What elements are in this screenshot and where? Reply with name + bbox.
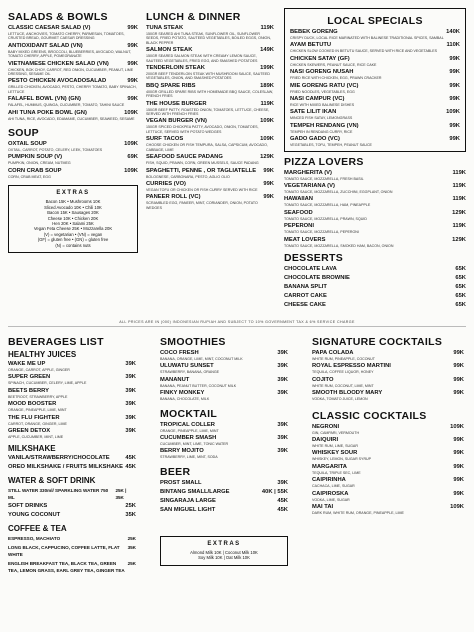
menu-item: CHICKEN SATAY (GF) 99K CHICKEN SKEWERS, PEANUT SAUCE, RICE CAKE <box>290 55 460 67</box>
extras-line: Sliced Avocado 10K • Chili 10K <box>44 204 102 210</box>
extras-title: EXTRAS <box>56 190 90 197</box>
salads-list <box>8 25 138 121</box>
menu-item: PEPERONI 119K TOMATO SAUCE, MOZZARELLA, PEPERONI <box>284 223 466 235</box>
menu-item: MOOD BOOSTER 39K ORANGE, PINEAPPLE, LIME, MINT <box>8 401 136 413</box>
soup-heading: SOUP <box>8 127 39 140</box>
extras-line: Cheese 10K • Chicken 20K <box>47 215 99 221</box>
menu-item: ESPRESSO, MACHIATO 25K <box>8 536 136 542</box>
menu-item: CORN CRAB SOUP 109K CORN, CRAB MEAT, EGG <box>8 167 138 179</box>
menu-item: AHI TUNA POKE BOWL (GN) 109K AHI TUNA, RICE, AVOCADO, EDAMAME, CUCUMBER, SEAWEED, SESAME <box>8 109 138 121</box>
menu-item: TENDERLOIN STEAK 199K 200GR BEEF TENDERLOIN STEAK WITH MUSHROOM SAUCE, SAUTEED VEGETABLES, ONION, AND SMASHED POTATOES <box>146 65 274 81</box>
beverages-heading: BEVERAGES LIST <box>8 336 104 348</box>
coffee-heading: COFFEE & TEA <box>8 524 67 534</box>
menu-item: CURRIES (VO) 99K VEGAN TOFU OR CHICKEN OR FISH CURRY SERVED WITH RICE <box>146 180 274 192</box>
beer-heading: BEER <box>160 465 191 478</box>
local-column <box>284 8 466 309</box>
extras-line: Bacon 15K • Sausages 20K <box>47 210 99 216</box>
menu-item: OREO MILKSHAKE / FRUITS MILKSHAKE 45K <box>8 464 136 471</box>
local-specials-box <box>284 8 466 152</box>
menu-item: TROPICAL COLLER 39K ORANGE, PINEAPPLE, LIME, MINT <box>160 421 288 433</box>
menu-item: YOUNG COCONUT 35K <box>8 512 136 519</box>
desserts-heading: DESSERTS <box>284 252 343 265</box>
menu-item: DAIQUIRI 99K WHITE RUM, LIME, SUGAR <box>312 437 464 449</box>
price-note: ALL PRICES ARE IN (000) INDONESIAN RUPIAH AND SUBJECT TO 10% GOVERNMENT TAX & 6% SERVICE CHARGE <box>119 320 355 324</box>
menu-item: AYAM BETUTU 110K CHICKEN SLOW COOKED IN BETUTU SAUCE, SERVED WITH RICE AND VEGETABLES <box>290 42 460 54</box>
salads-heading: SALADS & BOWLS <box>8 11 108 23</box>
menu-item: VANILA/STRAWBERRY/CHOCOLATE 45K <box>8 455 136 462</box>
menu-item: LONG BLACK, CAPPUCINO, COFFEE LATTE, FLAT WHITE 35K <box>8 545 136 558</box>
menu-item: FINKY MONKEY 39K BANANA, CHOCOLATE, MILK <box>160 390 288 402</box>
extras-line: Hen 20K • Salami 25K <box>52 220 94 226</box>
extras-line: (N) = contains nuts <box>55 242 91 248</box>
menu-item: ANTIOXIDANT SALAD (VN) 99K BABY MIXED GREENS, BROCCOLI, BLUEBERRIES, AVOCADO, WALNUT, TOMATO CHERRY, APPLE, POMEGRANATE <box>8 42 138 59</box>
menu-item: MARGARITA 99K TEQUILA, TRIPLE SEC, LIME <box>312 463 464 475</box>
cocktails-column <box>312 333 464 515</box>
menu-item: BEETS BERRY 39K BEETROOT, STRAWBERRY, APPLE <box>8 387 136 399</box>
menu-item: OXTAIL SOUP 109K OXTAIL, CARROT, POTATO, CELERY, LEEK, TOMATOES <box>8 141 138 153</box>
water-heading: WATER & SOFT DRINK <box>8 476 96 486</box>
menu-item: FALAFEL BOWL (VN) (GN) 99K FALAFEL, HUMMUS, QUINOA, CUCUMBER, TOMATO, TAHINI SAUCE <box>8 96 138 108</box>
menu-item: SEAFOOD SAUCE PADANG 129K FISH, SQUID, PRAWN, CORN, GREEN MUSSELS, SAUCE PADANG <box>146 154 274 166</box>
extras-box <box>8 185 138 253</box>
menu-item: MEAT LOVERS 129K TOMATO SAUCE, MOZZARELLA, SMOKED HAM, BACON, ONION <box>284 236 466 248</box>
divider <box>8 326 466 327</box>
menu-item: SEAFOOD 129K TOMATO SAUCE, MOZZARELLA, PRAWN, SQUID <box>284 209 466 221</box>
menu-item: SPAGHETTI, PENNE , OR TAGLIATELLE 99K BOLOGNESE, CARBONARA, PESTO, AGLIO OLIO <box>146 167 274 179</box>
menu-item: NASI CAMPUR (VC) 99K RICE WITH MIXED BALINESE DISHES <box>290 96 460 108</box>
smoothies-heading: SMOOTHIES <box>160 336 226 348</box>
menu-item: MAI TAI 109K DARK RUM, WHITE RUM, ORANGE, PINEAPPLE, LIME <box>312 504 464 516</box>
menu-item: WAKE ME UP 39K ORANGE, CARROT, APPLE, GINGER <box>8 361 136 372</box>
extras-title: EXTRAS <box>207 540 241 547</box>
extras-line: Soy Milk 10K | Oat Milk 10K <box>198 555 250 561</box>
extras-line: Vegan Feta Cheese 25K • Mozzarella 20K <box>33 226 113 232</box>
menu-item: GADO GADO (VC) 99K VEGETABLES, TOFU, TEMPEH, PEANUT SAUCE <box>290 136 460 148</box>
lunch-column <box>146 8 274 210</box>
menu-item: BEBEK GORENG 140K CRISPY DUCK, LOCAL RICE MARINATED WITH BALINESE TRADITIONAL SPICES, SAMBAL <box>290 29 460 40</box>
menu-item: CAIPIROSKA 99K VODKA, LIME, SUGAR <box>312 490 464 502</box>
menu-item: BANANA SPLIT 65K <box>284 284 466 291</box>
menu-item: VEGAN BURGER (VN) 109K 150GR SPICED CHICKPEA PATTY, AVOCADO, ONION, TOMATOES, LETTUCE, SERVED WITH POTATO WEDGES <box>146 118 274 134</box>
lunch-heading: LUNCH & DINNER <box>146 11 241 23</box>
menu-item: CLASSIC CAESAR SALAD (V) 99K LETTUCE, ANCHOVIES, TOMATO CHERRY, PARMESAN, TOMATOES, CRUSTED BREAD, GOURMET CAESAR DRESSING <box>8 25 138 41</box>
menu-item: SATE LILIT IKAN 109K MINCED FISH SATAY, LEMONGRASS <box>290 109 460 121</box>
menu-item: PANEER ROLL (VC) 99K SCRAMBLED EGG, PANEER, MINT, CORIANDER, ONION, POTATO WEDGES <box>146 194 274 210</box>
local-heading: LOCAL SPECIALS <box>327 15 423 27</box>
menu-item: TUNA STEAK 119K 150GR SEARED AHI TUNA STEAK, SUNFLOWER OIL, SUNFLOWER SEEDS, FRIED POTATO, SAUTEED VEGETABLES, BOILED EGGS, ONION, BLACK PEPPER <box>146 25 274 45</box>
healthy-juices-heading: HEALTHY JUICES <box>8 350 77 359</box>
menu-item: SMOOTH BLOODY MARY 99K VODKA, TOMATO JUICE, LEMON <box>312 390 464 402</box>
beverages-column <box>8 333 136 574</box>
menu-item: ENGLISH BREAKFAST TEA, BLACK TEA, GREEN TEA, LEMON GRASS, EARL GREY TEA, GINGER TEA 25K <box>8 561 136 574</box>
menu-item: CAIPIRINHA 99K CACHACA, LIME, SUGAR <box>312 477 464 489</box>
signature-heading: SIGNATURE COCKTAILS <box>312 336 443 348</box>
menu-item: PAPA COLADA 99K WHITE RUM, PINEAPPLE, COCONUT <box>312 350 464 361</box>
extras-line: (GF) = gluten free • (GN) = gluten free <box>37 237 109 243</box>
menu-item: SINGARAJA LARGE 45K <box>160 497 288 504</box>
menu-item: SALMON STEAK 149K 150GR SEARED SALMON STEAK WITH CREAMY LEMON SAUCE, SAUTEED VEGETABLES, FRIED EGG, AND SMASHED POTATOES <box>146 47 274 63</box>
milkshake-heading: MILKSHAKE <box>8 444 56 454</box>
menu-item: CHEESE CAKE 65K <box>284 302 466 309</box>
menu-item: CARROT CAKE 65K <box>284 293 466 300</box>
menu-item: PESTO CHICKEN AVOCADOSALAD 99K GRILLED CHICKEN, AVOCADO, PESTO, CHERRY TOMATO, BABY SPINACH, LETTUCE <box>8 78 138 94</box>
menu-item: BBQ SPARE RIBS 189K 400GR GRILLED SPARE RIBS WITH HOMEMADE BBQ SAUCE, COLESLAW, FRENCH FRIES <box>146 82 274 99</box>
extras-line: Almond Milk 10K | Coconut Milk 10K <box>190 549 258 555</box>
menu-item: CUCUMBER SMASH 39K CUCUMBER, MINT, LIME, TONIC WATER <box>160 435 288 447</box>
menu-item: GREEN DETOX 39K APPLE, CUCUMBER, MINT, LIME <box>8 428 136 440</box>
extras-line: Bacon 15K • Mushrooms 10K <box>45 199 101 205</box>
smoothies-column <box>160 333 288 566</box>
menu-item: NEGRONI 109K GIN, CAMPARI, VERMOUTH <box>312 423 464 435</box>
menu-item: VEGETARIANA (V) 119K TOMATO SAUCE, MOZZARELLA, ZUCCHINI, EGGPLANT, ONION <box>284 183 466 195</box>
menu-item: PROST SMALL 39K <box>160 479 288 486</box>
menu-item: BINTANG SMALL/LARGE 40K | 55K <box>160 488 288 495</box>
classic-heading: CLASSIC COCKTAILS <box>312 409 427 422</box>
menu-item: SAN MIGUEL LIGHT 45K <box>160 506 288 513</box>
mocktail-heading: MOCKTAIL <box>160 407 218 420</box>
menu-item: SURF TACOS 109K CHOOSE CHICKEN OR FISH TEMPURA, SALSA, CAPSICUM, AVOCADO, CABBAGE, LIME <box>146 136 274 152</box>
extras-milk-box <box>160 536 288 566</box>
menu-item: MANANUT 39K BANANA, PEANUT BUTTER, COCONUT MILK <box>160 376 288 388</box>
menu-item: COCO FRESH 39K BANANA, ORANGE, LIME, MINT, COCONUT MILK <box>160 350 288 361</box>
menu-item: STILL WATER 330ml/ SPARKLING WATER 750 ML 25K | 35K <box>8 488 127 501</box>
menu-item: BERRY MOJITO 39K STRAWBERRY, LIME, MINT, SODA <box>160 448 288 460</box>
menu-item: HAWAIIAN 119K TOMATO SAUCE, MOZZARELLA, HAM, PINEAPPLE <box>284 196 466 208</box>
menu-item: THE FLU FIGHTER 39K CARROT, ORANGE, GINGER, LIME <box>8 414 136 426</box>
menu-item: ULUWATU SUNSET 39K STRAWBERRY, BANANA, ORANGE <box>160 363 288 375</box>
menu-item: MARGHERITA (V) 119K TOMATO SAUCE, MOZZARELLA, FRESH BASIL <box>284 169 466 181</box>
menu-item: COJITO 99K WHITE RUM, COCONUT, LIME, MINT <box>312 376 464 388</box>
menu-item: CHOCOLATE BROWNIE 65K <box>284 275 466 282</box>
pizza-heading: PIZZA LOVERS <box>284 155 364 168</box>
menu-item: TEMPEH RENDANG (VN) 99K TEMPEH IN RENDANG CURRY, RICE <box>290 122 460 134</box>
menu-item: PUMPKIN SOUP (V) 69K PUMPKIN, ONION, CREAM, NUTMEG <box>8 154 138 166</box>
menu-item: SUPER GREEN 39K SPINACH, CUCUMBER, CELERY, LIME, APPLE <box>8 374 136 386</box>
menu-item: WHISKEY SOUR 99K WHISKEY, LEMON, SUGAR SYRUP <box>312 450 464 462</box>
menu-item: SOFT DRINKS 25K <box>8 503 136 510</box>
extras-line: (V) = vegetarian • (VN) = vegan <box>43 231 103 237</box>
menu-item: VIETNAMESE CHICKEN SALAD (VN) 99K CHICKEN, BOK CHOY, CARROT, RED ONION, CUCUMBER, PEANUT, LIME DRESSING, SESAME OIL <box>8 60 138 77</box>
menu-item: CHOCOLATE LAVA 65K <box>284 266 466 273</box>
menu-item: MIE GORENG RATU (VC) 99K FRIED NOODLES, VEGETABLES, EGG <box>290 82 460 94</box>
menu-item: ROYAL ESPRESSO MARTINI 99K TEQUILA, COFFEE LIQUOR, HONEY <box>312 363 464 375</box>
menu-item: THE HOUSE BURGER 119K 150GR BEEF PATTY, ROASTED ONION, TOMATOES, LETTUCE, CHEESE, SERVED WITH FRENCH FRIES <box>146 100 274 117</box>
salads-column <box>8 8 138 253</box>
menu-item: NASI GORENG NUSAH 99K FRIED RICE WITH CHICKEN, EGG, PRAWN CRACKER <box>290 69 460 81</box>
